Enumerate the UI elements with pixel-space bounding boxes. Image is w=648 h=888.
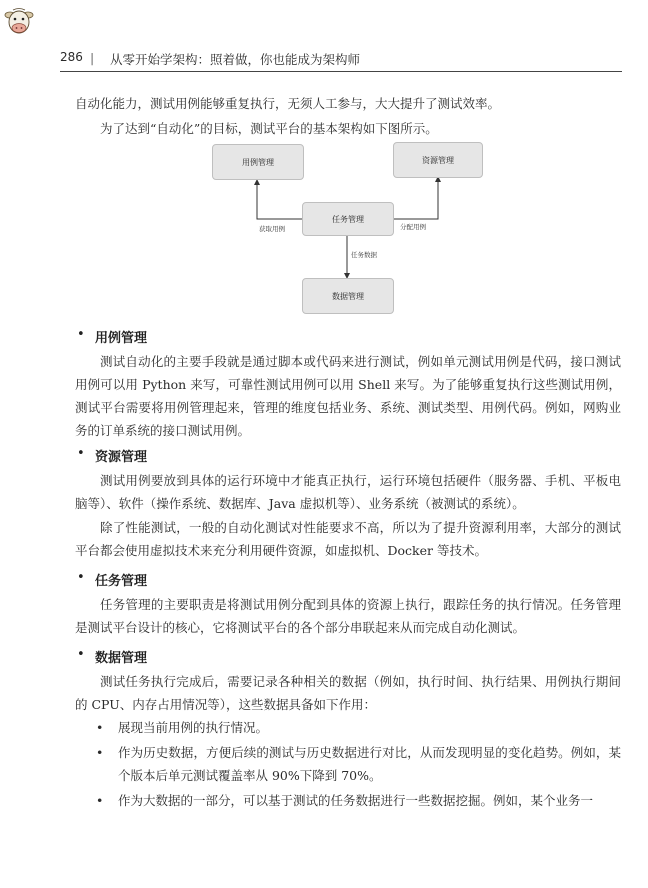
case-management-box: 用例管理 bbox=[212, 144, 304, 180]
list-item: • 作为大数据的一部分，可以基于测试的任务数据进行一些数据挖掘。例如，某个业务一 bbox=[118, 789, 621, 812]
paragraph-case-management: 测试自动化的主要手段就是通过脚本或代码来进行测试，例如单元测试用例是代码，接口测试用例可以用 Python 来写，可靠性测试用例可以用 Shell 来写。为了能够重复执行这些测试用例，测试平台需要将用例管理起来，管理的维度包括业务、系统、测试类型、用例代码。例如，网购业务的订单系统的接口测试用例。 bbox=[75, 354, 621, 438]
page-header bbox=[60, 50, 622, 68]
cow-logo-icon bbox=[4, 6, 34, 40]
label-task-data: 任务数据 bbox=[351, 251, 377, 259]
label-fetch-case: 获取用例 bbox=[259, 225, 285, 233]
paragraph-data-management: 测试任务执行完成后，需要记录各种相关的数据（例如，执行时间、执行结果、用例执行期间的 CPU、内存占用情况等），这些数据具备如下作用： bbox=[75, 674, 621, 712]
paragraph-task-management: 任务管理的主要职责是将测试用例分配到具体的资源上执行，跟踪任务的执行情况。任务管理是测试平台设计的核心，它将测试平台的各个部分串联起来从而完成自动化测试。 bbox=[75, 597, 621, 635]
data-management-box: 数据管理 bbox=[302, 278, 394, 314]
paragraph-resource-virtual: 除了性能测试，一般的自动化测试对性能要求不高，所以为了提升资源利用率，大部分的测试平台都会使用虚拟技术来充分利用硬件资源，如虚拟机、Docker 等技术。 bbox=[75, 520, 621, 558]
header-rule bbox=[60, 71, 622, 72]
paragraph-diagram-intro: 为了达到“自动化”的目标，测试平台的基本架构如下图所示。 bbox=[100, 121, 438, 136]
architecture-diagram bbox=[195, 138, 495, 320]
header-separator: | bbox=[90, 50, 95, 65]
resource-management-box: 资源管理 bbox=[393, 142, 483, 178]
bullet-case-management: • 用例管理 bbox=[95, 327, 147, 346]
bullet-resource-management: • 资源管理 bbox=[95, 446, 147, 465]
task-management-box: 任务管理 bbox=[302, 202, 394, 236]
page-number: 286 bbox=[60, 50, 83, 64]
bullet-task-management: • 任务管理 bbox=[95, 570, 147, 589]
list-item: • 作为历史数据，方便后续的测试与历史数据进行对比，从而发现明显的变化趋势。例如，某个版本后单元测试覆盖率从 90%下降到 70%。 bbox=[118, 741, 621, 787]
paragraph-resource-env: 测试用例要放到具体的运行环境中才能真正执行，运行环境包括硬件（服务器、手机、平板电脑等）、软件（操作系统、数据库、Java 虚拟机等）、业务系统（被测试的系统）。 bbox=[75, 473, 621, 511]
book-title: 从零开始学架构：照着做，你也能成为架构师 bbox=[110, 52, 361, 67]
bullet-data-management: • 数据管理 bbox=[95, 647, 147, 666]
list-item: • 展现当前用例的执行情况。 bbox=[118, 716, 621, 739]
label-assign-case: 分配用例 bbox=[400, 223, 426, 231]
paragraph-intro: 自动化能力，测试用例能够重复执行，无须人工参与，大大提升了测试效率。 bbox=[75, 96, 501, 111]
